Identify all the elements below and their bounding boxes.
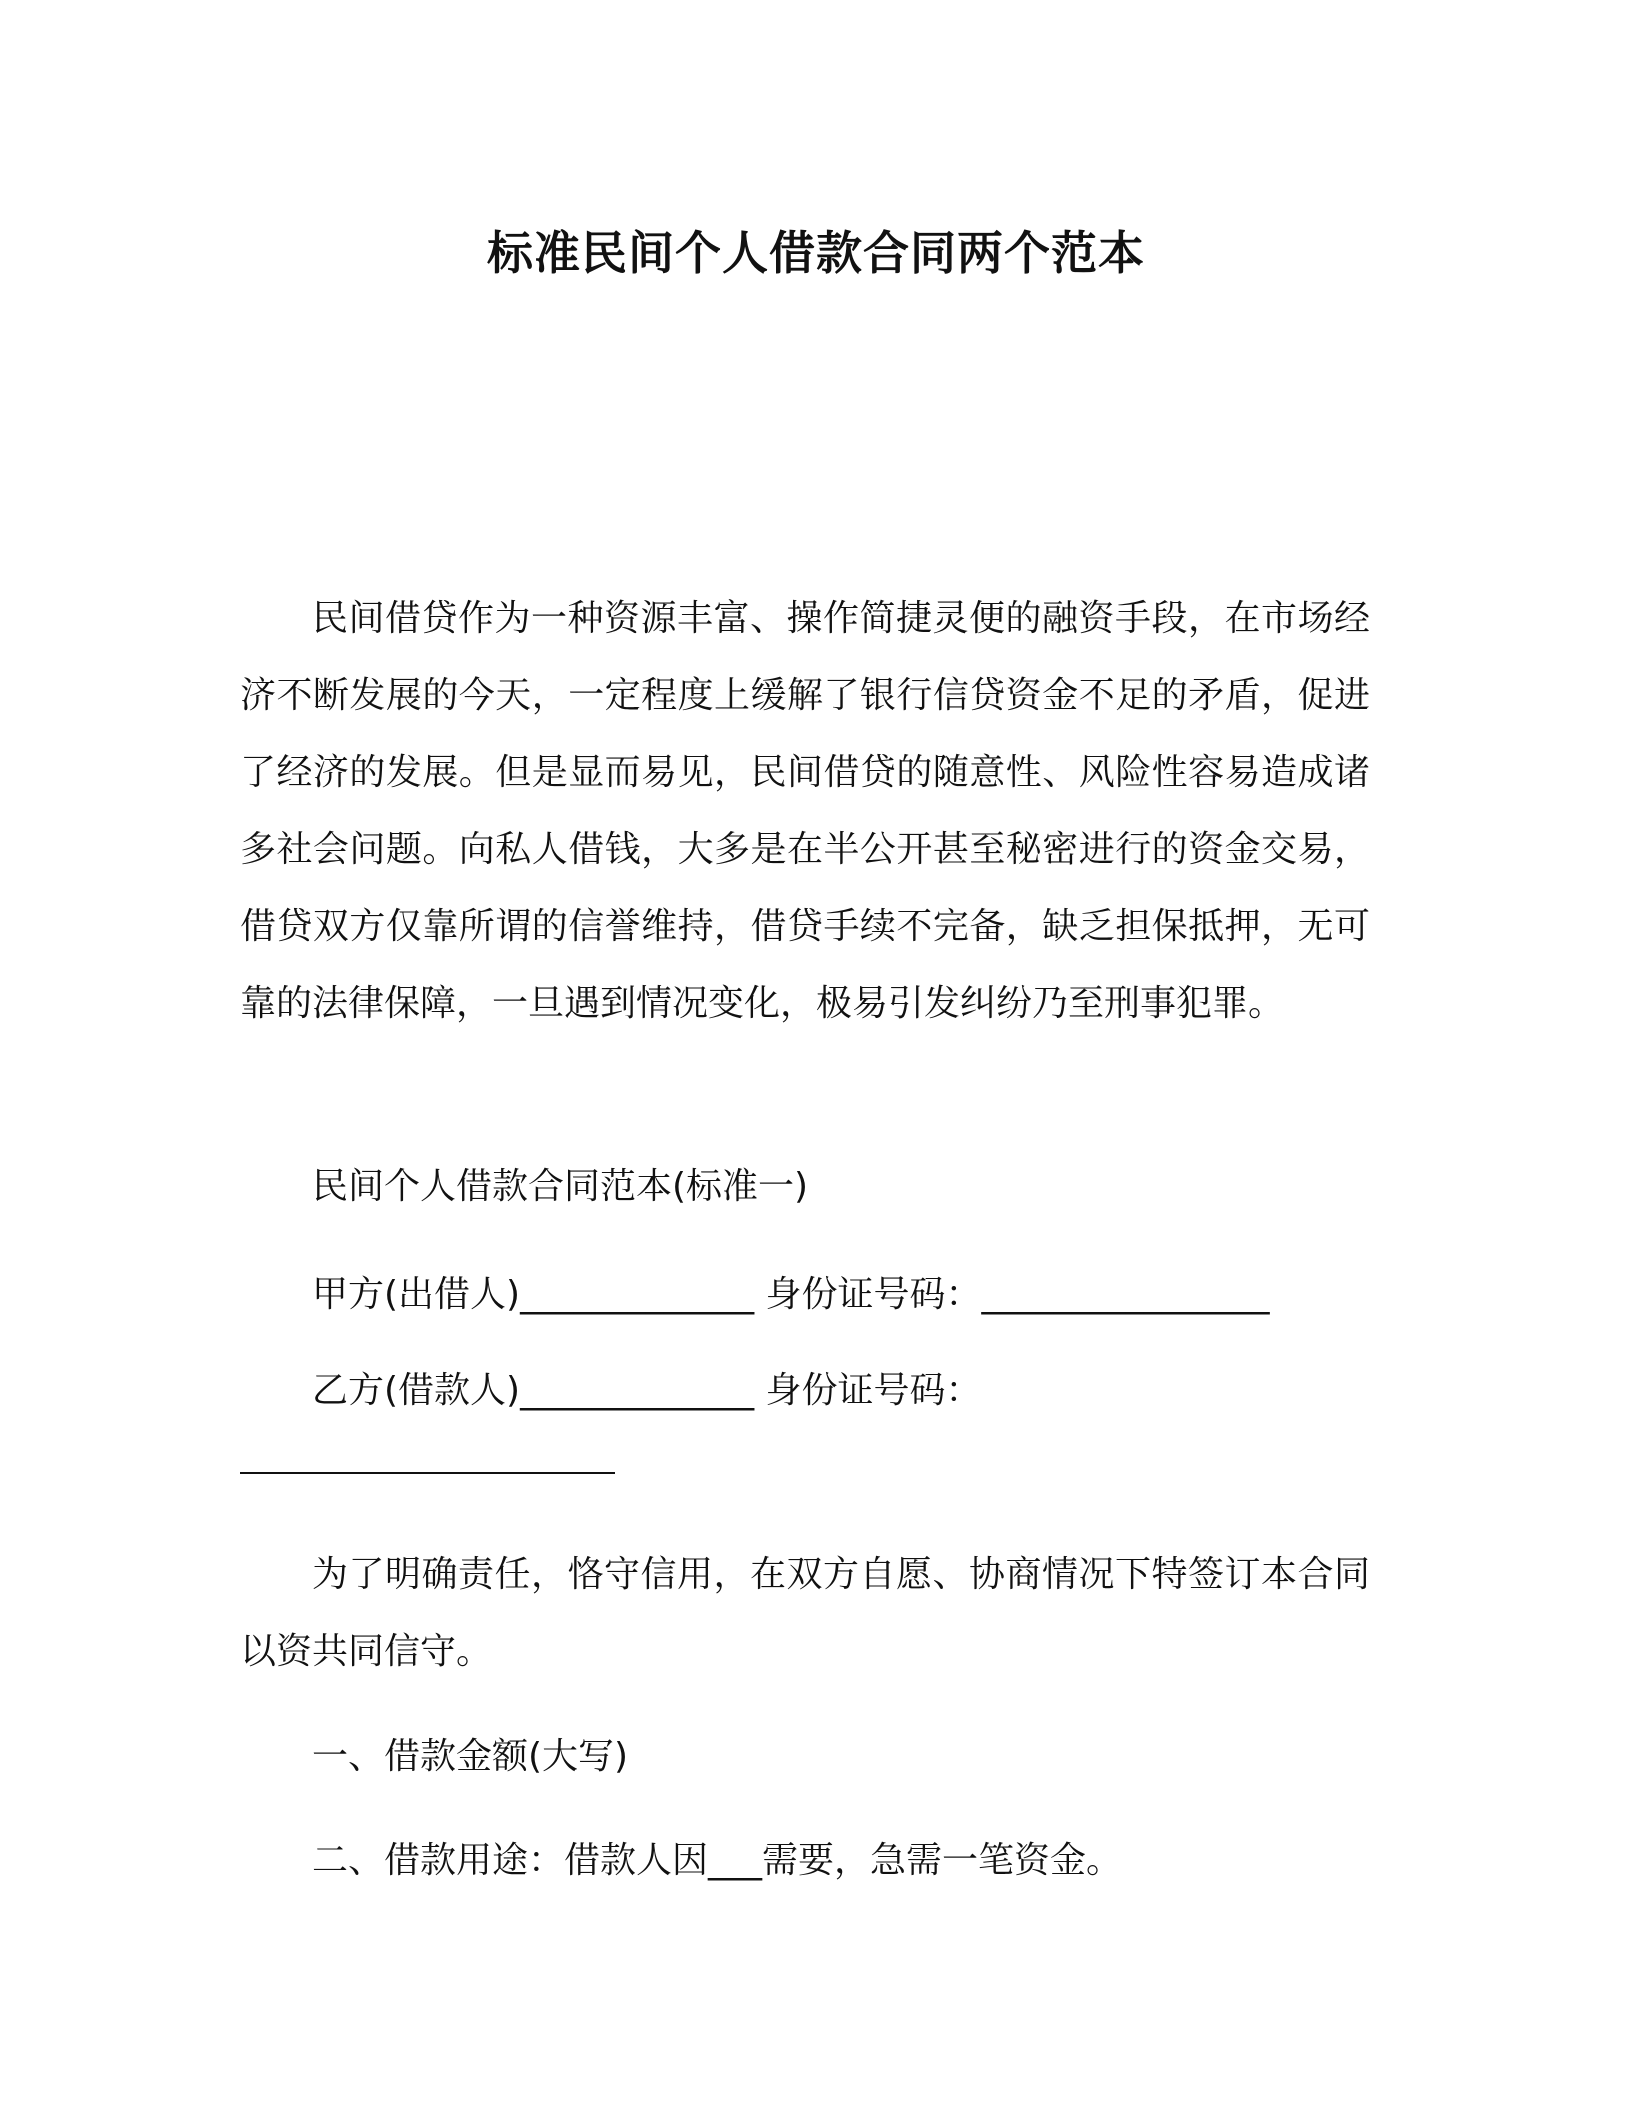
party-a-text: 甲方(出借人)_____________ 身份证号码：________________ — [312, 1274, 1270, 1315]
clause-loan-purpose — [240, 1822, 1370, 1899]
party-a-line — [240, 1256, 1370, 1333]
purpose-paragraph — [240, 1536, 1370, 1690]
intro-paragraph — [240, 580, 1370, 1042]
purpose-text: 为了明确责任，恪守信用，在双方自愿、协商情况下特签订本合同以资共同信守。 — [240, 1554, 1370, 1672]
party-b-id-blank — [240, 1472, 615, 1474]
contract-subtitle-text: 民间个人借款合同范本(标准一) — [312, 1166, 809, 1207]
clause-loan-amount-text: 一、借款金额(大写) — [312, 1736, 629, 1777]
clause-loan-purpose-text: 二、借款用途：借款人因___需要，急需一笔资金。 — [312, 1840, 1123, 1881]
intro-text: 民间借贷作为一种资源丰富、操作简捷灵便的融资手段，在市场经济不断发展的今天，一定程度上缓解了银行信贷资金不足的矛盾，促进了经济的发展。但是显而易见，民间借贷的随意性、风险性容易造成诸多社会问题。向私人借钱，大多是在半公开甚至秘密进行的资金交易，借贷双方仅靠所谓的信誉维持，借贷手续不完备，缺乏担保抵押，无可靠的法律保障，一旦遇到情况变化，极易引发纠纷乃至刑事犯罪。 — [240, 598, 1370, 1024]
party-b-line — [240, 1352, 1370, 1429]
clause-loan-amount — [240, 1718, 1370, 1795]
party-b-text: 乙方(借款人)_____________ 身份证号码： — [312, 1370, 982, 1411]
document-title: 标准民间个人借款合同两个范本 — [487, 226, 1145, 280]
contract-subtitle — [240, 1148, 1370, 1225]
